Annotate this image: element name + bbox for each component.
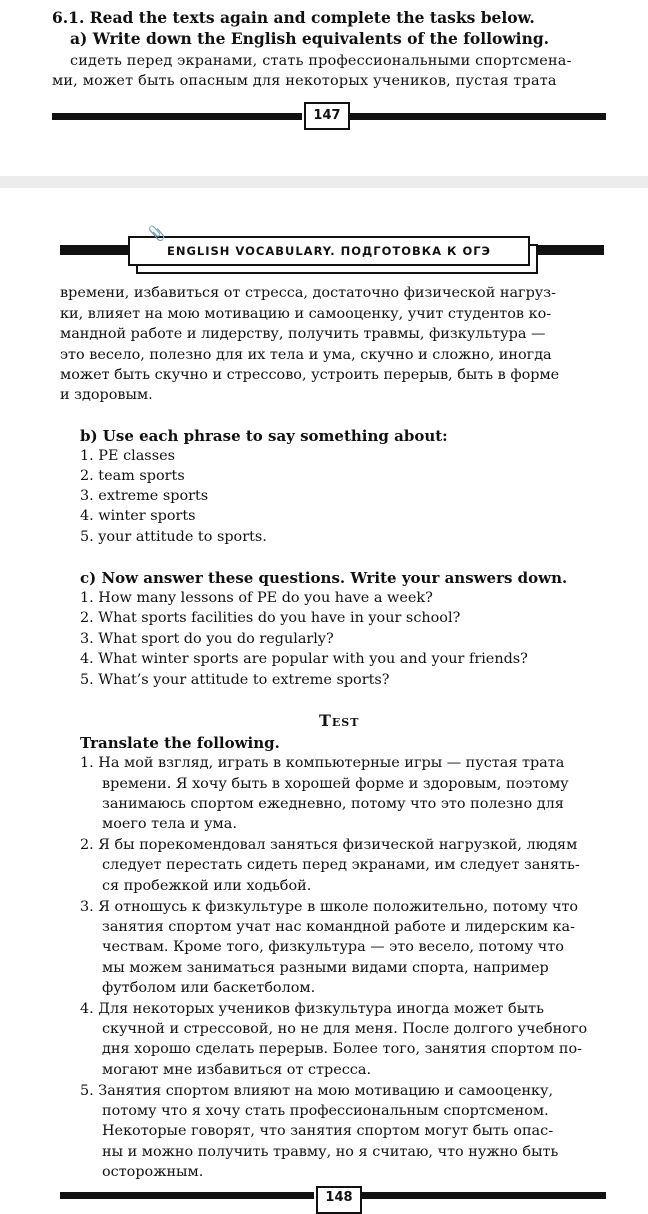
exercise-heading: 6.1. Read the texts again and complete the tasks below.	[52, 8, 535, 27]
text-line: это весело, полезно для их тела и ума, скучно и сложно, иногда	[60, 347, 552, 363]
text-line: может быть скучно и стрессово, устроить перерыв, быть в форме	[60, 367, 560, 383]
text-line: ми, может быть опасным для некоторых учеников, пустая трата	[52, 73, 557, 89]
banner-bar-left	[60, 245, 130, 255]
test-item-line: могают мне избавиться от стресса.	[102, 1062, 372, 1078]
list-item: 3. extreme sports	[80, 488, 209, 504]
test-item-line: скучной и стрессовой, но не для меня. После долгого учебного	[102, 1021, 588, 1037]
list-item: 2. team sports	[80, 468, 185, 484]
page-rule-left	[60, 1192, 314, 1199]
test-item-line: моего тела и ума.	[102, 816, 237, 832]
text-line: сидеть перед экранами, стать профессиональными спортсмена-	[70, 53, 572, 69]
test-item-line: занятия спортом учат нас командной работе и лидерским ка-	[102, 919, 575, 935]
list-item: 1. How many lessons of PE do you have a week?	[80, 590, 433, 606]
test-item-line: времени. Я хочу быть в хорошей форме и здоровым, поэтому	[102, 776, 569, 792]
list-item: 5. your attitude to sports.	[80, 529, 267, 545]
text-line: ки, влияет на мою мотивацию и самооценку, учит студентов ко-	[60, 306, 552, 322]
list-item: 4. winter sports	[80, 508, 196, 524]
test-item-line: 4. Для некоторых учеников физкультура иногда может быть	[80, 1001, 544, 1017]
test-item-line: осторожным.	[102, 1164, 204, 1180]
page-number: 148	[316, 1186, 362, 1214]
text-line: и здоровым.	[60, 387, 153, 403]
page-gap	[0, 176, 648, 188]
task-b-title: b) Use each phrase to say something about:	[80, 427, 448, 445]
list-item: 5. What’s your attitude to extreme sports?	[80, 672, 390, 688]
test-item-line: ны и можно получить травму, но я считаю, что нужно быть	[102, 1144, 559, 1160]
test-item-line: занимаюсь спортом ежедневно, потому что это полезно для	[102, 796, 564, 812]
page-rule-right	[362, 1192, 606, 1199]
page-rule-right	[350, 113, 606, 120]
banner-bar-right	[536, 245, 604, 255]
test-item-line: чествам. Кроме того, физкультура — это весело, потому что	[102, 939, 564, 955]
page-number: 147	[304, 102, 350, 130]
test-item-line: 5. Занятия спортом влияют на мою мотивацию и самооценку,	[80, 1083, 554, 1099]
test-item-line: потому что я хочу стать профессиональным спортсменом.	[102, 1103, 549, 1119]
list-item: 2. What sports facilities do you have in your school?	[80, 610, 461, 626]
test-instruction: Translate the following.	[80, 734, 280, 752]
text-line: времени, избавиться от стресса, достаточно физической нагруз-	[60, 285, 556, 301]
list-item: 3. What sport do you do regularly?	[80, 631, 334, 647]
test-item-line: мы можем заниматься разными видами спорта, например	[102, 960, 549, 976]
text-line: мандной работе и лидерству, получить травмы, физкультура —	[60, 326, 546, 342]
test-item-line: 1. На мой взгляд, играть в компьютерные игры — пустая трата	[80, 755, 565, 771]
test-item-line: дня хорошо сделать перерыв. Более того, занятия спортом по-	[102, 1041, 582, 1057]
page-148	[0, 188, 648, 1208]
page-rule-left	[52, 113, 302, 120]
task-a-title: a) Write down the English equivalents of the following.	[70, 29, 550, 48]
section-banner: ENGLISH VOCABULARY. ПОДГОТОВКА К ОГЭ	[128, 236, 530, 266]
test-item-line: Некоторые говорят, что занятия спортом могут быть опас-	[102, 1123, 554, 1139]
test-title: Test	[319, 711, 360, 730]
paperclip-icon: 📎	[148, 226, 166, 242]
test-item-line: 2. Я бы порекомендовал заняться физической нагрузкой, людям	[80, 837, 578, 853]
test-item-line: ся пробежкой или ходьбой.	[102, 878, 312, 894]
test-item-line: футболом или баскетболом.	[102, 980, 316, 996]
test-item-line: следует перестать сидеть перед экранами, им следует занять-	[102, 857, 580, 873]
task-c-title: c) Now answer these questions. Write your answers down.	[80, 569, 568, 587]
list-item: 1. PE classes	[80, 448, 175, 464]
list-item: 4. What winter sports are popular with you and your friends?	[80, 651, 528, 667]
page-147	[0, 0, 648, 176]
test-item-line: 3. Я отношусь к физкультуре в школе положительно, потому что	[80, 899, 579, 915]
